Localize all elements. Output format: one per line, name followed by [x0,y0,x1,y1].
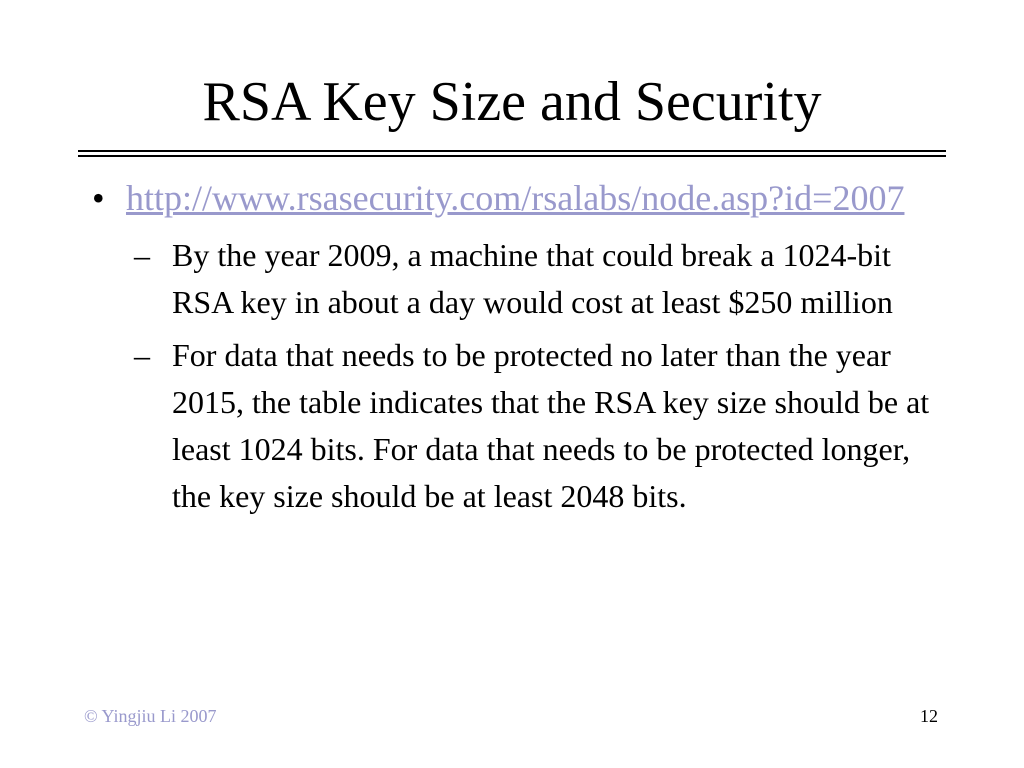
bullet-list [92,174,942,526]
bullet-item [92,174,942,222]
copyright-footer: © Yingjiu Li 2007 [84,706,217,726]
rsa-security-link[interactable]: http://www.rsasecurity.com/rsalabs/node.asp?id=2007 [126,178,905,218]
title-rule-top [78,150,946,152]
sub-bullet-text: By the year 2009, a machine that could break a 1024-bit RSA key in about a day would cost at least $250 million [172,237,893,320]
dash-marker: – [134,237,150,273]
sub-bullet-list [92,232,942,520]
sub-bullet-item [92,332,942,520]
title-rule-bottom [78,155,946,157]
slide-title: RSA Key Size and Security [202,71,822,133]
page-number: 12 [920,706,938,726]
dash-marker: – [134,337,150,373]
bullet-marker: • [92,178,105,218]
sub-bullet-text: For data that needs to be protected no later than the year 2015, the table indicates that the RSA key size should be at least 1024 bits. For data that needs to be protected longer, the key size should be at least 2048 bits. [172,337,930,514]
sub-bullet-item [92,232,942,326]
